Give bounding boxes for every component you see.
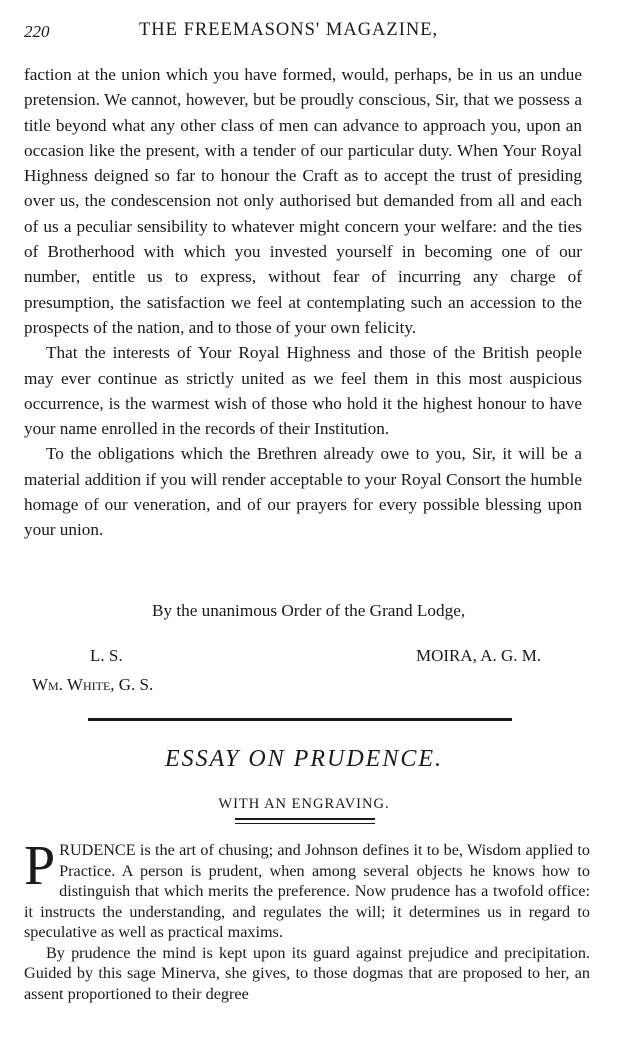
drop-cap: P <box>24 835 56 897</box>
essay-body <box>24 835 590 1004</box>
letter-paragraph-3: To the obligations which the Brethren already owe to you, Sir, it will be a material addition if you will render acceptable to your Royal Consort the humble homage of our veneration, and of our prayers for every possible blessing upon your union. <box>24 444 582 540</box>
seal-mark: L. S. <box>90 646 123 665</box>
letter-paragraph-2: That the interests of Your Royal Highness and those of the British people may ever continue as strictly united as we feel them in this most auspicious occurrence, is the warmest wish of those who hold it the highest honour to have your name enrolled in the records of their Institution. <box>24 343 582 439</box>
essay-paragraph-1-text: RUDENCE is the art of chusing; and Johnson defines it to be, Wisdom applied to Practice. A person is prudent, when among several objects he knows how to distinguish that which merits the preference. Now prudence has a twofold office: it instructs the understanding, and regulates the will; it determines us in regard to speculative as well as practical maxims. <box>24 841 590 941</box>
running-title: THE FREEMASONS' MAGAZINE, <box>139 20 439 40</box>
essay-subtitle: WITH AN ENGRAVING. <box>218 796 390 812</box>
subtitle-rule-thin <box>235 823 375 824</box>
letter-paragraph-1: faction at the union which you have formed, would, perhaps, be in us an undue pretension. We cannot, however, but be proudly conscious, Sir, that we possess a title beyond what any other class of men can advance to approach you, upon an occasion like the present, with a tender of our particular duty. When Your Royal Highness deigned so far to honour the Craft as to accept the trust of presiding over us, the condescension not only authorised but demanded from all and each of us a peculiar sensibility to whatever might concern your welfare: and the ties of Brotherhood with which you invested yourself in becoming one of our number, entitle us to express, without fear of incurring any charge of presumption, the satisfaction we feel at contemplating such an accession to the prospects of the nation, and to those of your own felicity. <box>24 65 582 337</box>
essay-title: ESSAY ON PRUDENCE. <box>164 746 443 772</box>
moira-signature: MOIRA, A. G. M. <box>416 646 542 665</box>
page-number: 220 <box>24 22 50 41</box>
essay-paragraph-1 <box>24 835 590 943</box>
section-divider <box>88 718 512 721</box>
letter-body <box>24 62 582 543</box>
subtitle-rule-thick <box>235 818 375 820</box>
grand-lodge-order-line: By the unanimous Order of the Grand Lodge, <box>152 601 466 620</box>
page-header <box>24 20 584 46</box>
white-signature: Wm. White, G. S. <box>32 675 154 694</box>
essay-paragraph-2: By prudence the mind is kept upon its guard against prejudice and precipitation. Guided by this sage Minerva, she gives, to those dogmas that are proposed to her, an assent proportioned to their degree <box>24 943 590 1003</box>
